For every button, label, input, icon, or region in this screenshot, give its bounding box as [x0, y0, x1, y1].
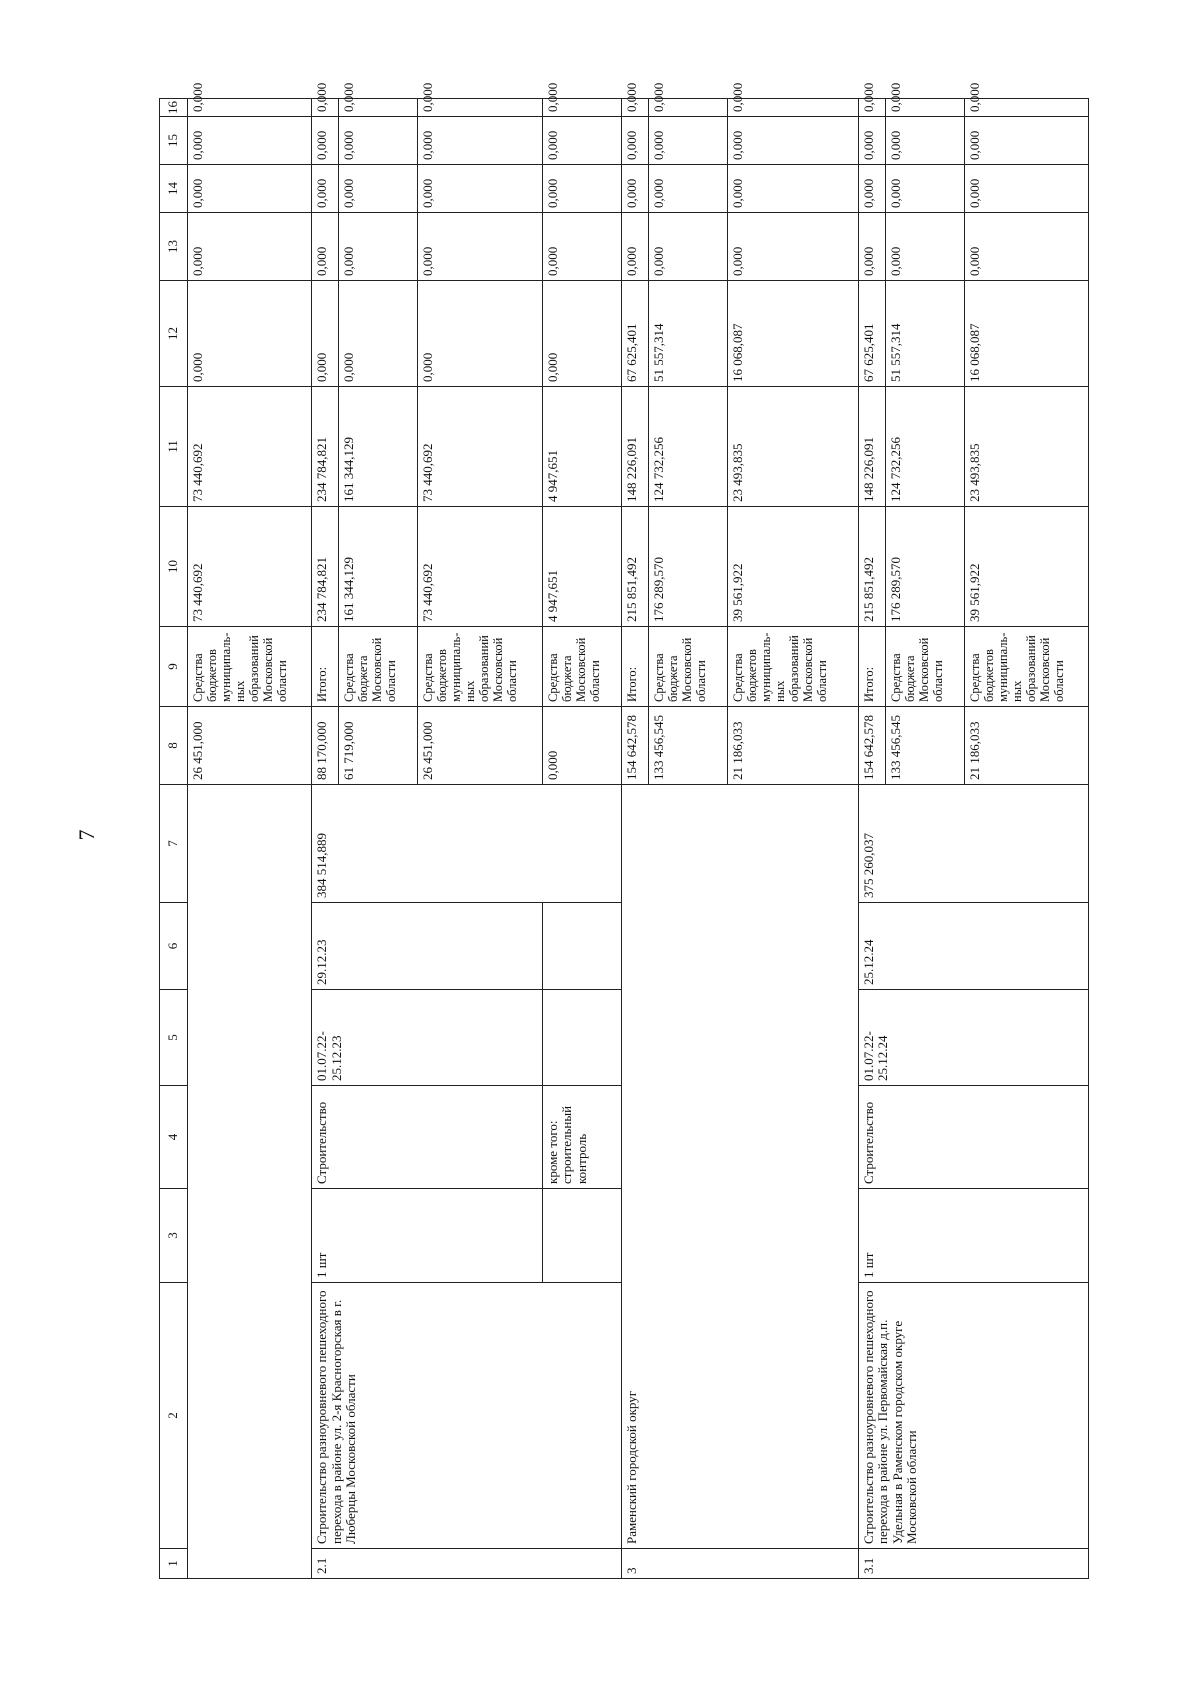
cell-item-name: Строительство разноуровневого пешеходного перехода в районе ул. Первомайская д.п. Удельная в Раменском городском округе Московской области: [858, 1283, 1088, 1549]
cell-c8: 0,000: [542, 707, 621, 785]
cell-c8: 133 456,545: [648, 707, 727, 785]
cell-c11: 161 344,129: [339, 387, 418, 507]
cell-c12: 0,000: [542, 281, 621, 387]
cell-c14: 0,000: [339, 165, 418, 213]
cell-c12: 0,000: [188, 281, 312, 387]
cell-c16: 0,000: [648, 99, 727, 117]
cell-work-type: Строительство: [858, 1086, 1088, 1189]
cell-item-number: 3.1: [858, 1549, 1088, 1579]
table-row: [188, 99, 312, 1579]
cell-c15: 0,000: [885, 117, 964, 165]
cell-c14: 0,000: [542, 165, 621, 213]
cell-c8: 21 186,033: [727, 707, 858, 785]
cell-c10: 39 561,922: [727, 507, 858, 627]
cell-c11: 124 732,256: [885, 387, 964, 507]
cell-c14: 0,000: [648, 165, 727, 213]
cell-source: Средства бюджета Московской области: [648, 627, 727, 707]
cell-c15: 0,000: [418, 117, 542, 165]
cell-source: Средства бюджетов муниципаль-ных образований Московской области: [418, 627, 542, 707]
header-cell: 1: [160, 1549, 188, 1579]
cell-c15: 0,000: [312, 117, 339, 165]
table-row: [312, 99, 339, 1579]
header-cell: 10: [160, 507, 188, 627]
cell-c10: 39 561,922: [964, 507, 1088, 627]
cell-period: 01.07.22-25.12.24: [858, 990, 1088, 1086]
cell-work-type-extra: кроме того: строительный контроль: [542, 1086, 621, 1189]
empty-cell: [542, 903, 621, 990]
cell-c14: 0,000: [312, 165, 339, 213]
cell-c12: 16 068,087: [964, 281, 1088, 387]
cell-c8: 154 642,578: [858, 707, 885, 785]
cell-c11: 4 947,651: [542, 387, 621, 507]
cell-c10: 176 289,570: [648, 507, 727, 627]
cell-c12: 0,000: [339, 281, 418, 387]
empty-cell: [542, 1189, 621, 1283]
cell-c12: 0,000: [312, 281, 339, 387]
cell-source: Средства бюджета Московской области: [542, 627, 621, 707]
table-row: [621, 99, 648, 1579]
cell-source: Средства бюджета Московской области: [339, 627, 418, 707]
cell-c11: 73 440,692: [188, 387, 312, 507]
cell-c10: 161 344,129: [339, 507, 418, 627]
header-cell: 2: [160, 1283, 188, 1549]
cell-source: Итого:: [858, 627, 885, 707]
cell-c11: 23 493,835: [964, 387, 1088, 507]
cell-quantity: 1 шт: [312, 1189, 542, 1283]
header-cell: 3: [160, 1189, 188, 1283]
cell-c14: 0,000: [188, 165, 312, 213]
cell-source: Средства бюджетов муниципаль-ных образований Московской области: [727, 627, 858, 707]
cell-c11: 148 226,091: [858, 387, 885, 507]
empty-cell: [188, 785, 312, 1579]
financing-table: [159, 82, 1089, 1579]
cell-source: Итого:: [312, 627, 339, 707]
cell-c10: 73 440,692: [418, 507, 542, 627]
header-cell: 9: [160, 627, 188, 707]
header-cell: 5: [160, 990, 188, 1086]
cell-c12: 67 625,401: [621, 281, 648, 387]
cell-c12: 16 068,087: [727, 281, 858, 387]
cell-c8: 26 451,000: [188, 707, 312, 785]
cell-cost: 375 260,037: [858, 785, 1088, 903]
cell-c13: 0,000: [858, 213, 885, 281]
header-cell: 12: [160, 281, 188, 387]
cell-c15: 0,000: [727, 117, 858, 165]
cell-c15: 0,000: [542, 117, 621, 165]
cell-source: Средства бюджетов муниципаль-ных образований Московской области: [964, 627, 1088, 707]
cell-c13: 0,000: [339, 213, 418, 281]
cell-c13: 0,000: [964, 213, 1088, 281]
cell-c16: 0,000: [621, 99, 648, 117]
cell-c11: 124 732,256: [648, 387, 727, 507]
cell-c13: 0,000: [188, 213, 312, 281]
header-row: [160, 99, 188, 1579]
cell-c16: 0,000: [418, 99, 542, 117]
cell-c13: 0,000: [312, 213, 339, 281]
header-cell: 4: [160, 1086, 188, 1189]
header-cell: 15: [160, 117, 188, 165]
header-cell: 14: [160, 165, 188, 213]
header-cell: 6: [160, 903, 188, 990]
cell-c14: 0,000: [621, 165, 648, 213]
cell-quantity: 1 шт: [858, 1189, 1088, 1283]
cell-source: Средства бюджета Московской области: [885, 627, 964, 707]
cell-c15: 0,000: [964, 117, 1088, 165]
cell-c8: 88 170,000: [312, 707, 339, 785]
cell-c11: 73 440,692: [418, 387, 542, 507]
cell-c10: 176 289,570: [885, 507, 964, 627]
cell-c16: 0,000: [188, 99, 312, 117]
header-cell: 11: [160, 387, 188, 507]
cell-c8: 26 451,000: [418, 707, 542, 785]
cell-c13: 0,000: [648, 213, 727, 281]
cell-end-date: 29.12.23: [312, 903, 542, 990]
table-row: [858, 99, 885, 1579]
cell-item-number: 2.1: [312, 1549, 621, 1579]
table-wrapper: [159, 82, 1089, 1579]
cell-c12: 51 557,314: [648, 281, 727, 387]
cell-c14: 0,000: [418, 165, 542, 213]
cell-c16: 0,000: [964, 99, 1088, 117]
header-cell: 7: [160, 785, 188, 903]
cell-c12: 0,000: [418, 281, 542, 387]
cell-c12: 67 625,401: [858, 281, 885, 387]
cell-c15: 0,000: [648, 117, 727, 165]
cell-item-name: Строительство разноуровневого пешеходного перехода в районе ул. 2-я Красногорская в г. Люберцы Московской области: [312, 1283, 621, 1549]
cell-c13: 0,000: [418, 213, 542, 281]
cell-c16: 0,000: [542, 99, 621, 117]
header-cell: 8: [160, 707, 188, 785]
cell-c15: 0,000: [339, 117, 418, 165]
cell-c15: 0,000: [188, 117, 312, 165]
cell-c11: 148 226,091: [621, 387, 648, 507]
cell-source: Средства бюджетов муниципаль-ных образований Московской области: [188, 627, 312, 707]
cell-c10: 215 851,492: [858, 507, 885, 627]
cell-work-type: Строительство: [312, 1086, 542, 1189]
cell-end-date: 25.12.24: [858, 903, 1088, 990]
cell-c13: 0,000: [727, 213, 858, 281]
cell-c16: 0,000: [885, 99, 964, 117]
cell-c8: 21 186,033: [964, 707, 1088, 785]
empty-cell: [542, 990, 621, 1086]
cell-c11: 23 493,835: [727, 387, 858, 507]
cell-c16: 0,000: [858, 99, 885, 117]
cell-c16: 0,000: [339, 99, 418, 117]
cell-cost: 384 514,889: [312, 785, 621, 903]
cell-c14: 0,000: [885, 165, 964, 213]
cell-c10: 73 440,692: [188, 507, 312, 627]
cell-c10: 215 851,492: [621, 507, 648, 627]
cell-c10: 4 947,651: [542, 507, 621, 627]
header-cell: 13: [160, 213, 188, 281]
cell-c14: 0,000: [964, 165, 1088, 213]
cell-source: Итого:: [621, 627, 648, 707]
cell-c13: 0,000: [542, 213, 621, 281]
page-number: 7: [74, 829, 99, 841]
cell-period: 01.07.22-25.12.23: [312, 990, 542, 1086]
cell-c15: 0,000: [858, 117, 885, 165]
header-cell: 16: [160, 99, 188, 117]
cell-c10: 234 784,821: [312, 507, 339, 627]
cell-c11: 234 784,821: [312, 387, 339, 507]
cell-item-name: Раменский городской округ: [621, 785, 858, 1549]
cell-c16: 0,000: [727, 99, 858, 117]
cell-c12: 51 557,314: [885, 281, 964, 387]
cell-c8: 133 456,545: [885, 707, 964, 785]
cell-c14: 0,000: [727, 165, 858, 213]
cell-c16: 0,000: [312, 99, 339, 117]
cell-c13: 0,000: [621, 213, 648, 281]
cell-c13: 0,000: [885, 213, 964, 281]
cell-c15: 0,000: [621, 117, 648, 165]
cell-item-number: 3: [621, 1549, 858, 1579]
cell-c8: 61 719,000: [339, 707, 418, 785]
cell-c14: 0,000: [858, 165, 885, 213]
cell-c8: 154 642,578: [621, 707, 648, 785]
